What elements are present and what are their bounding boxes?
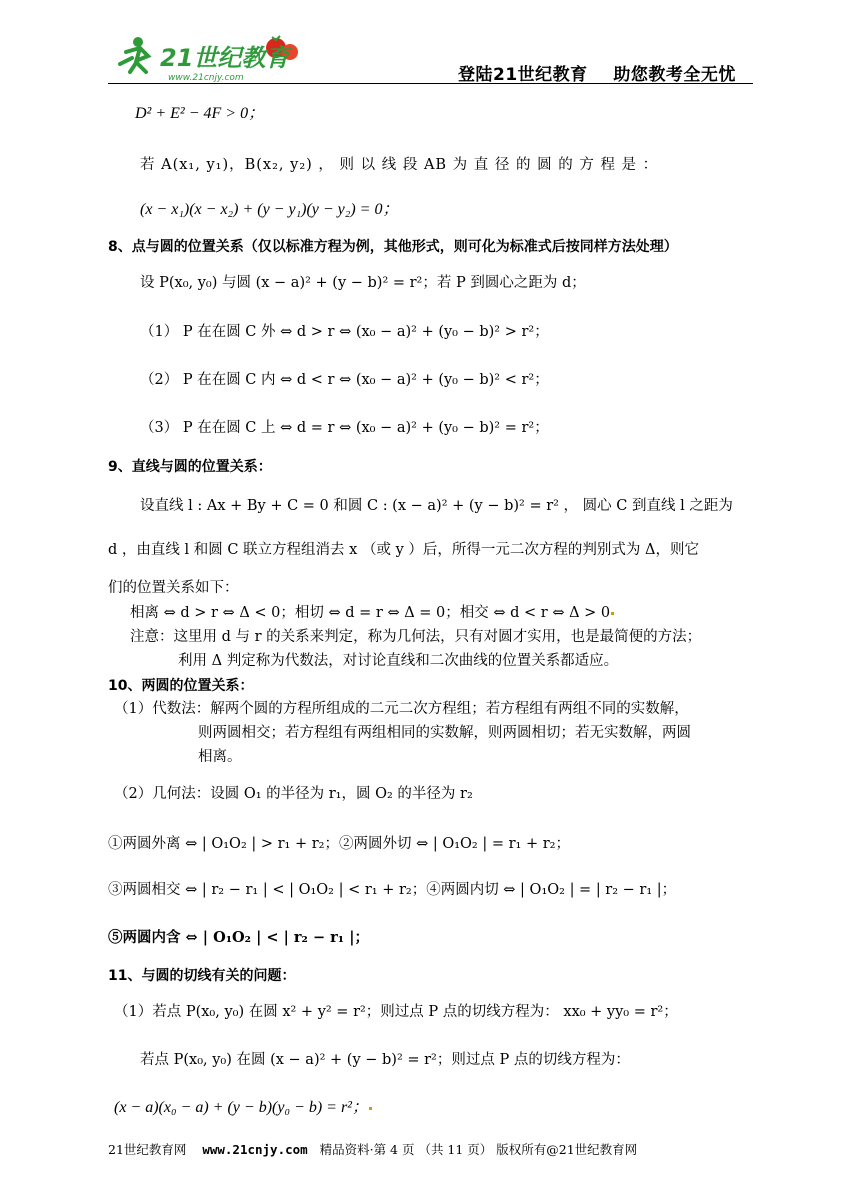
point-on-line: （3） P 在在圆 C 上 ⇔ d = r ⇔ (x₀ − a)² + (y₀ − b)² = r²； [140, 420, 549, 436]
line-circle-setup: 设直线 l : Ax + By + C = 0 和圆 C : (x − a)² + (y − b)² = r² ， 圆心 C 到直线 l 之距为 [140, 498, 733, 514]
header-divider [108, 83, 753, 84]
site-logo[interactable] [108, 28, 308, 86]
footer-page-info: 精品资料·第 4 页 （共 11 页） 版权所有@21世纪教育网 [319, 1142, 638, 1157]
logo-text: 21世纪教育 [160, 44, 290, 72]
tangent-general-equation-text: (x − a)(x₀ − a) + (y − b)(y₀ − b) = r²； [114, 1099, 368, 1116]
diameter-intro-line: 若 A(x₁, y₁)，B(x₂, y₂) ， 则 以 线 段 AB 为 直 径 的 圆 的 方 程 是 ： [140, 157, 659, 173]
marker-dot-icon [611, 612, 614, 615]
footer-url-link[interactable]: www.21cnjy.com [202, 1142, 308, 1157]
page-footer [108, 1140, 753, 1158]
line-circle-cases [130, 603, 614, 623]
section-8-heading: 8、点与圆的位置关系（仅以标准方程为例，其他形式，则可化为标准式后按同样方法处理） [108, 239, 678, 255]
line-circle-relation-intro: 们的位置关系如下： [108, 580, 239, 596]
tangent-origin-circle: （1）若点 P(x₀, y₀) 在圆 x² + y² = r²；则过点 P 点的切线方程为： xx₀ + yy₀ = r²； [114, 1004, 678, 1020]
logo-url: www.21cnjy.com [168, 73, 244, 83]
condition-line: D² + E² − 4F > 0； [135, 105, 265, 122]
tangent-general-equation [114, 1098, 372, 1118]
footer-site-name: 21世纪教育网 [108, 1142, 187, 1157]
algebraic-method-line-2: 则两圆相交；若方程组有两组相同的实数解，则两圆相切；若无实数解，两圆 [198, 725, 691, 741]
line-circle-cases-text: 相离 ⇔ d > r ⇔ Δ < 0；相切 ⇔ d = r ⇔ Δ = 0；相交 ⇔ d < r ⇔ Δ > 0 [130, 605, 611, 621]
point-inside-line: （2） P 在在圆 C 内 ⇔ d < r ⇔ (x₀ − a)² + (y₀ − b)² < r²； [140, 372, 549, 388]
tangent-general-circle: 若点 P(x₀, y₀) 在圆 (x − a)² + (y − b)² = r²；则过点 P 点的切线方程为： [140, 1052, 630, 1068]
line-circle-discriminant: d ，由直线 l 和圆 C 联立方程组消去 x （或 y ）后，所得一元二次方程的判别式为 Δ，则它 [108, 542, 699, 558]
note-algebraic: 利用 Δ 判定称为代数法，对讨论直线和二次曲线的位置关系都适应。 [178, 653, 619, 669]
point-outside-line: （1） P 在在圆 C 外 ⇔ d > r ⇔ (x₀ − a)² + (y₀ − b)² > r²； [140, 324, 549, 340]
logo-graphic [108, 28, 308, 86]
circles-contained-line: ⑤两圆内含 ⇔ | O₁O₂ | < | r₂ − r₁ |； [108, 929, 369, 946]
circles-external-line: ①两圆外离 ⇔ | O₁O₂ | > r₁ + r₂；②两圆外切 ⇔ | O₁O₂ | = r₁ + r₂； [108, 836, 570, 852]
geometric-method-line: （2）几何法：设圆 O₁ 的半径为 r₁，圆 O₂ 的半径为 r₂ [114, 786, 473, 802]
marker-dot-icon [369, 1107, 372, 1110]
header-slogan: 登陆21世纪教育 助您教考全无忧 [458, 65, 736, 85]
section-10-heading: 10、两圆的位置关系： [108, 678, 254, 694]
point-circle-setup: 设 P(x₀, y₀) 与圆 (x − a)² + (y − b)² = r²；若 P 到圆心之距为 d； [140, 275, 586, 291]
section-9-heading: 9、直线与圆的位置关系： [108, 459, 272, 475]
algebraic-method-line-3: 相离。 [198, 749, 242, 765]
section-11-heading: 11、与圆的切线有关的问题： [108, 968, 296, 984]
note-geometric: 注意：这里用 d 与 r 的关系来判定，称为几何法，只有对圆才实用，也是最简便的方法； [130, 629, 702, 645]
circles-intersect-line: ③两圆相交 ⇔ | r₂ − r₁ | < | O₁O₂ | < r₁ + r₂；④两圆内切 ⇔ | O₁O₂ | = | r₂ − r₁ |； [108, 882, 677, 898]
algebraic-method-line-1: （1）代数法：解两个圆的方程所组成的二元二次方程组；若方程组有两组不同的实数解， [114, 701, 689, 717]
diameter-equation: (x − x₁)(x − x₂) + (y − y₁)(y − y₂) = 0； [140, 201, 399, 218]
